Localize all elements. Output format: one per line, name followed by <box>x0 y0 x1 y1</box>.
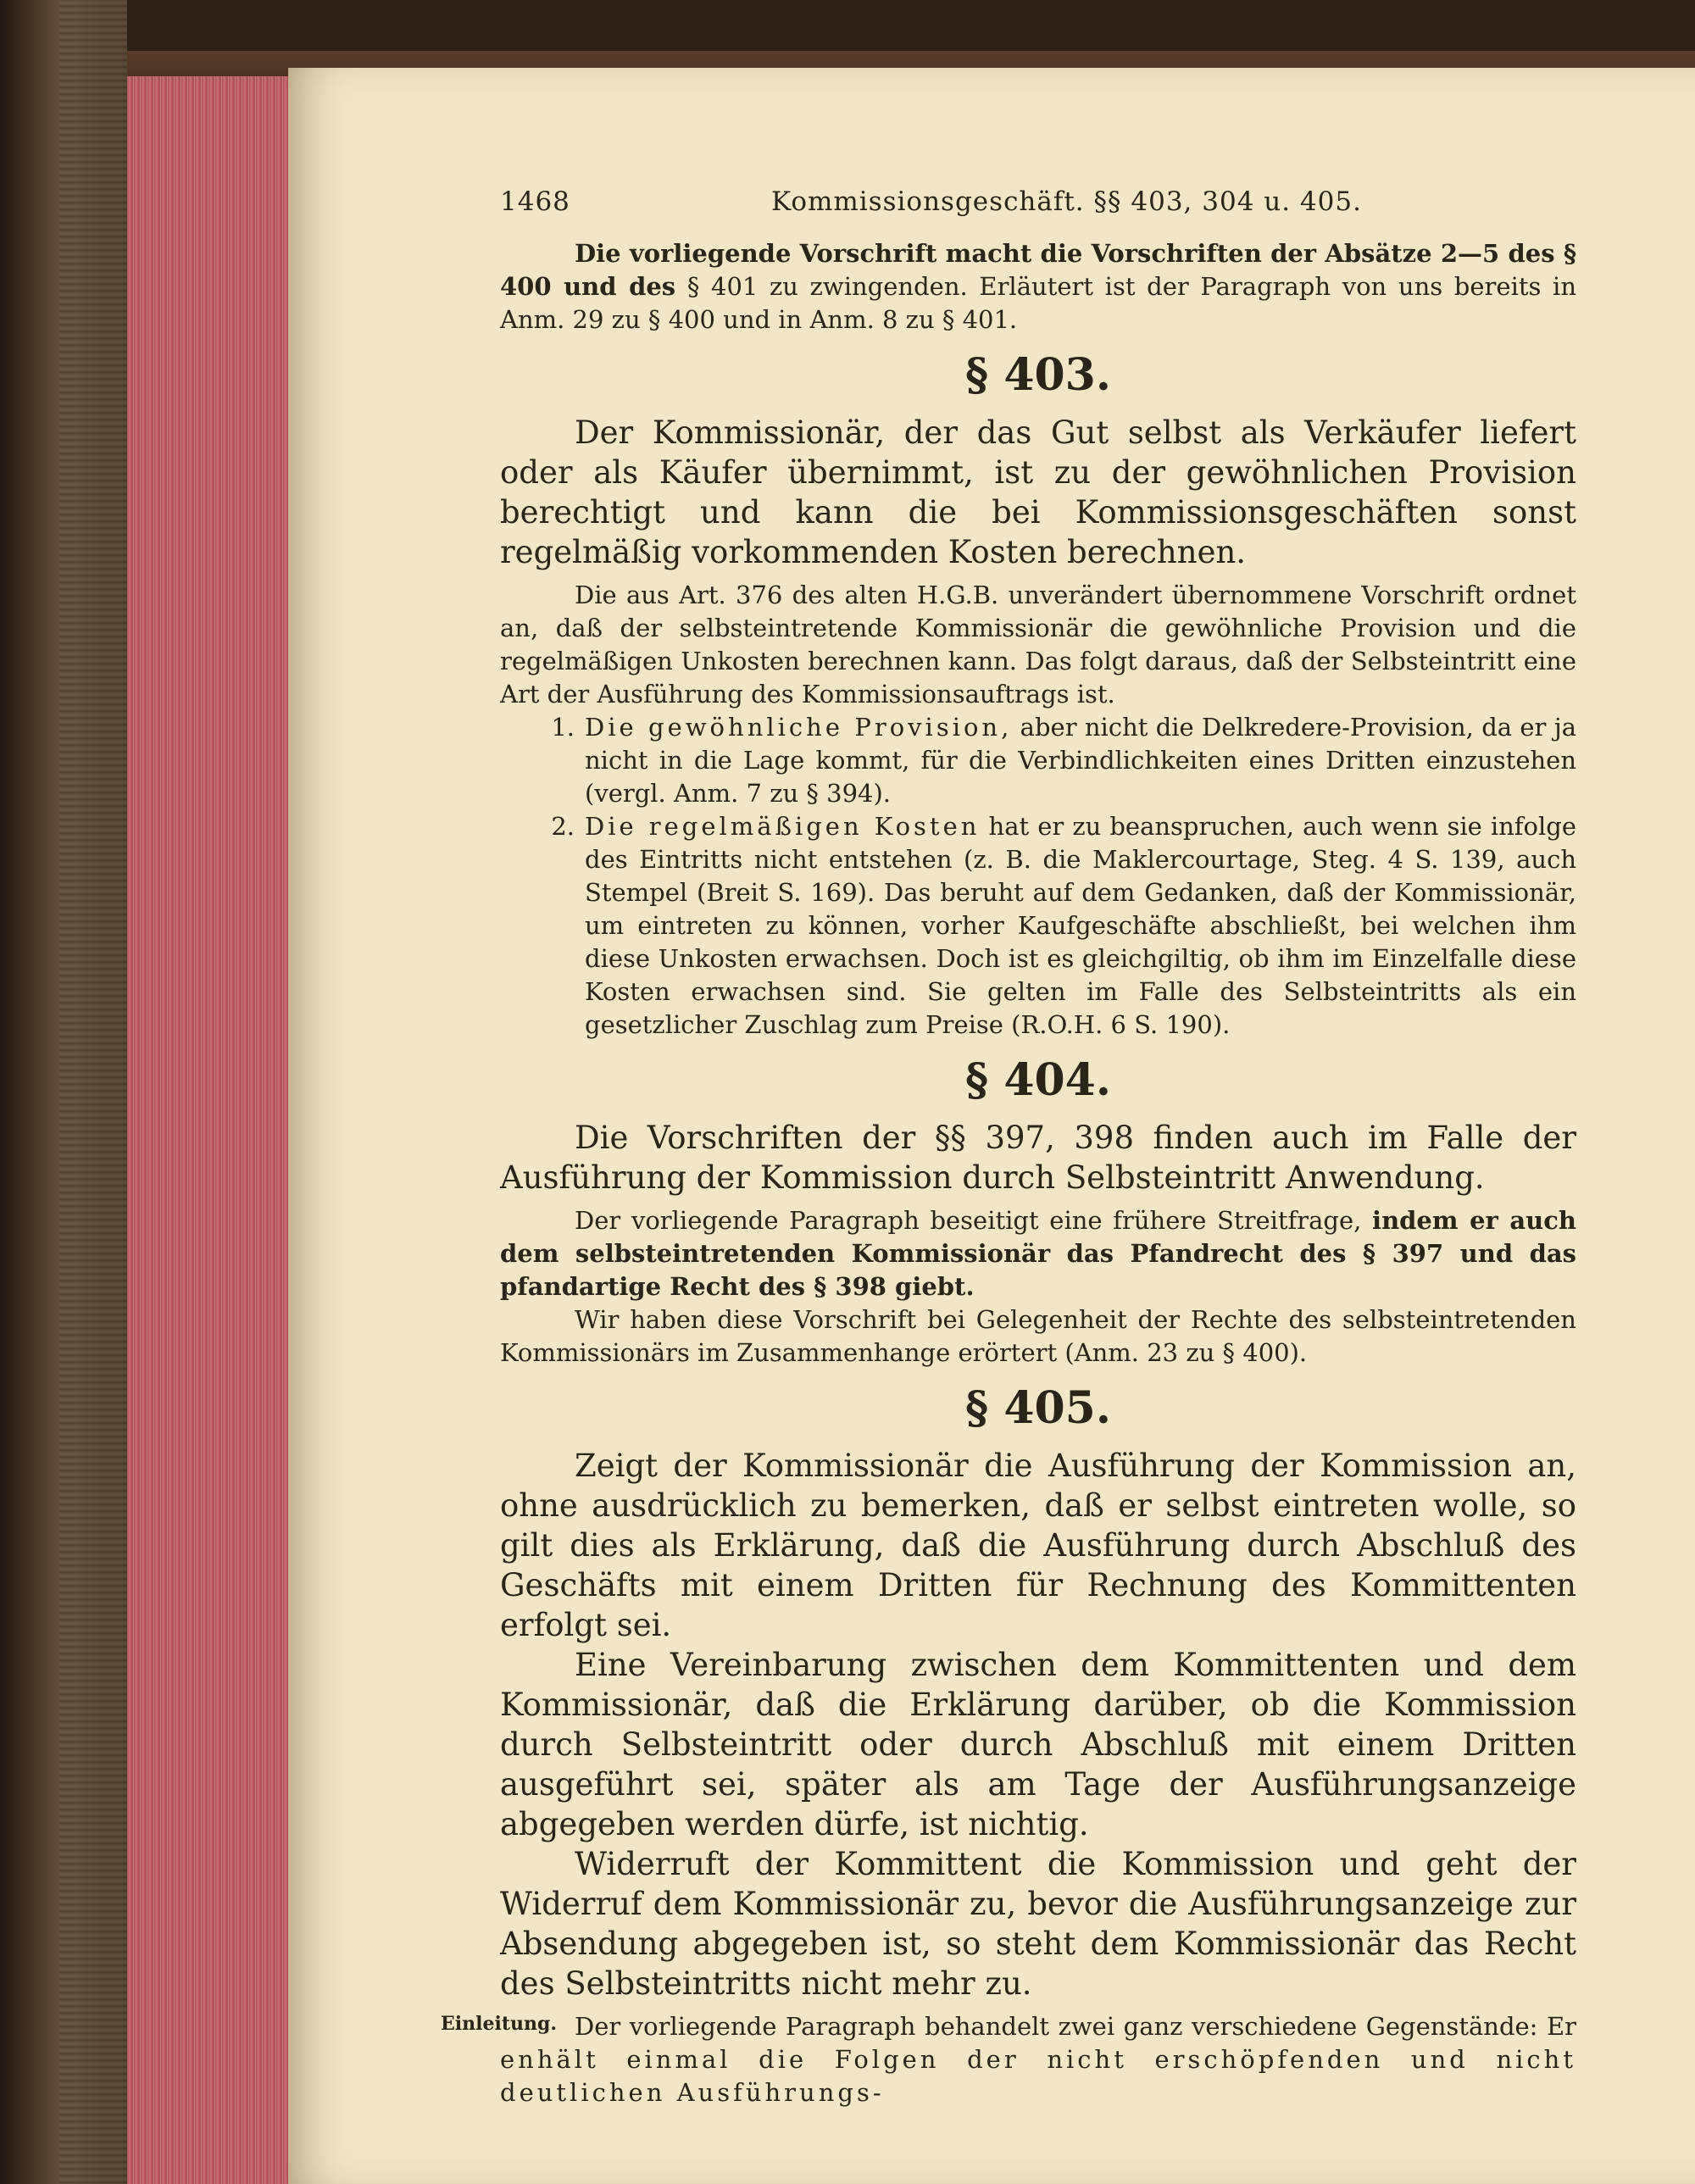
list-item-number: 1. <box>551 713 575 742</box>
list-item-body: aber nicht die Delkredere-Provision, da er ja nicht in die Lage kommt, für die Verbindlichkeiten eines Dritten einzustehen (vergl. Anm. 7 zu § 394). <box>585 713 1577 808</box>
section-404-note <box>500 1204 1576 1303</box>
margin-note: Einleitung. <box>441 2013 558 2035</box>
page-edges-red <box>127 76 297 2184</box>
final-note <box>500 2010 1576 2109</box>
list-item-spaced: Die regelmäßigen Kosten <box>585 812 981 841</box>
running-title: Kommissionsgeschäft. §§ 403, 304 u. 405. <box>771 186 1362 217</box>
book-page <box>288 68 1695 2184</box>
list-item <box>500 810 1576 1042</box>
final-note-block <box>441 2010 1576 2109</box>
list-item-number: 2. <box>551 812 575 841</box>
section-405-paragraph: Widerruft der Kommittent die Kommission und geht der Widerruf dem Kommissionär zu, bevor die Ausführungsanzeige zur Absendung abgegeben ist, so steht dem Kommissionär das Recht des Selbsteintritts nicht mehr zu. <box>500 1846 1576 2002</box>
section-404-note-plain: Der vorliegende Paragraph beseitigt eine frühere Streitfrage, <box>575 1206 1362 1235</box>
section-404-note-bold: indem er auch dem selbsteintretenden Kommissionär das Pfandrecht des § 397 und das pfandartige Recht des § 398 giebt. <box>500 1206 1577 1301</box>
final-note-spaced: enhält einmal die Folgen der nicht erschöpfenden und nicht deutlichen Ausführungs- <box>500 2045 1576 2107</box>
section-405-heading: § 405. <box>965 1382 1111 1434</box>
section-404-heading: § 404. <box>965 1054 1111 1106</box>
section-404-text: Die Vorschriften der §§ 397, 398 finden auch im Falle der Ausführung der Kommission durch Selbsteintritt Anwendung. <box>500 1120 1576 1196</box>
page-header <box>500 186 1576 237</box>
book-spine-texture <box>59 0 127 2184</box>
list-item <box>500 711 1576 810</box>
final-note-plain: Der vorliegende Paragraph behandelt zwei ganz verschiedene Gegenstände: Er <box>575 2012 1576 2041</box>
section-403-text: Der Kommissionär, der das Gut selbst als Verkäufer liefert oder als Käufer übernimmt, ist zu der gewöhnlichen Provision berechtigt und kann die bei Kommissionsgeschäften sonst regelmäßig vorkommenden Kosten berechnen. <box>500 414 1576 570</box>
page-number: 1468 <box>500 186 570 217</box>
section-403-note: Die aus Art. 376 des alten H.G.B. unverändert übernommene Vorschrift ordnet an, daß der selbsteintretende Kommissionär die gewöhnliche Provision und die regelmäßigen Unkosten berechnen kann. Das folgt daraus, daß der Selbsteintritt eine Art der Ausführung des Kommissionsauftrags ist. <box>500 581 1576 709</box>
section-405-paragraph: Eine Vereinbarung zwischen dem Kommittenten und dem Kommissionär, daß die Erklärung darüber, ob die Kommission durch Selbsteintritt oder durch Abschluß mit einem Dritten ausgeführt sei, später als am Tage der Ausführungsanzeige abgegeben werden dürfe, ist nichtig. <box>500 1647 1576 1842</box>
section-404-note-2: Wir haben diese Vorschrift bei Gelegenheit der Rechte des selbsteintretenden Kommissionärs im Zusammenhange erörtert (Anm. 23 zu § 400). <box>500 1305 1576 1367</box>
section-405-paragraph: Zeigt der Kommissionär die Ausführung der Kommission an, ohne ausdrücklich zu bemerken, daß er selbst eintreten wolle, so gilt dies als Erklärung, daß die Ausführung durch Abschluß des Geschäfts mit einem Dritten für Rechnung des Kommittenten erfolgt sei. <box>500 1448 1576 1643</box>
list-item-spaced: Die gewöhnliche Provision, <box>585 713 1013 742</box>
intro-note-bold: Die vorliegende Vorschrift macht die Vorschriften der Absätze 2—5 des § 400 und des <box>500 239 1576 301</box>
intro-note <box>500 237 1576 336</box>
list-item-text <box>585 711 1576 810</box>
section-403-heading: § 403. <box>965 349 1111 401</box>
list-item-body: hat er zu beanspruchen, auch wenn sie infolge des Eintritts nicht entstehen (z. B. die Maklercourtage, Steg. 4 S. 139, auch Stempel (Breit S. 169). Das beruht auf dem Gedanken, daß der Kommissionär, um eintreten zu können, vorher Kaufgeschäfte abschließt, bei welchen ihm diese Unkosten erwachsen. Doch ist es gleichgiltig, ob ihm im Einzelfalle diese Kosten erwachsen sind. Sie gelten im Falle des Selbsteintritts als ein gesetzlicher Zuschlag zum Preise (R.O.H. 6 S. 190). <box>585 812 1576 1039</box>
intro-note-rest: § 401 zu zwingenden. Erläutert ist der Paragraph von uns bereits in Anm. 29 zu § 400 und in Anm. 8 zu § 401. <box>500 272 1576 334</box>
page-content <box>441 186 1577 2109</box>
list-item-text <box>585 810 1576 1042</box>
